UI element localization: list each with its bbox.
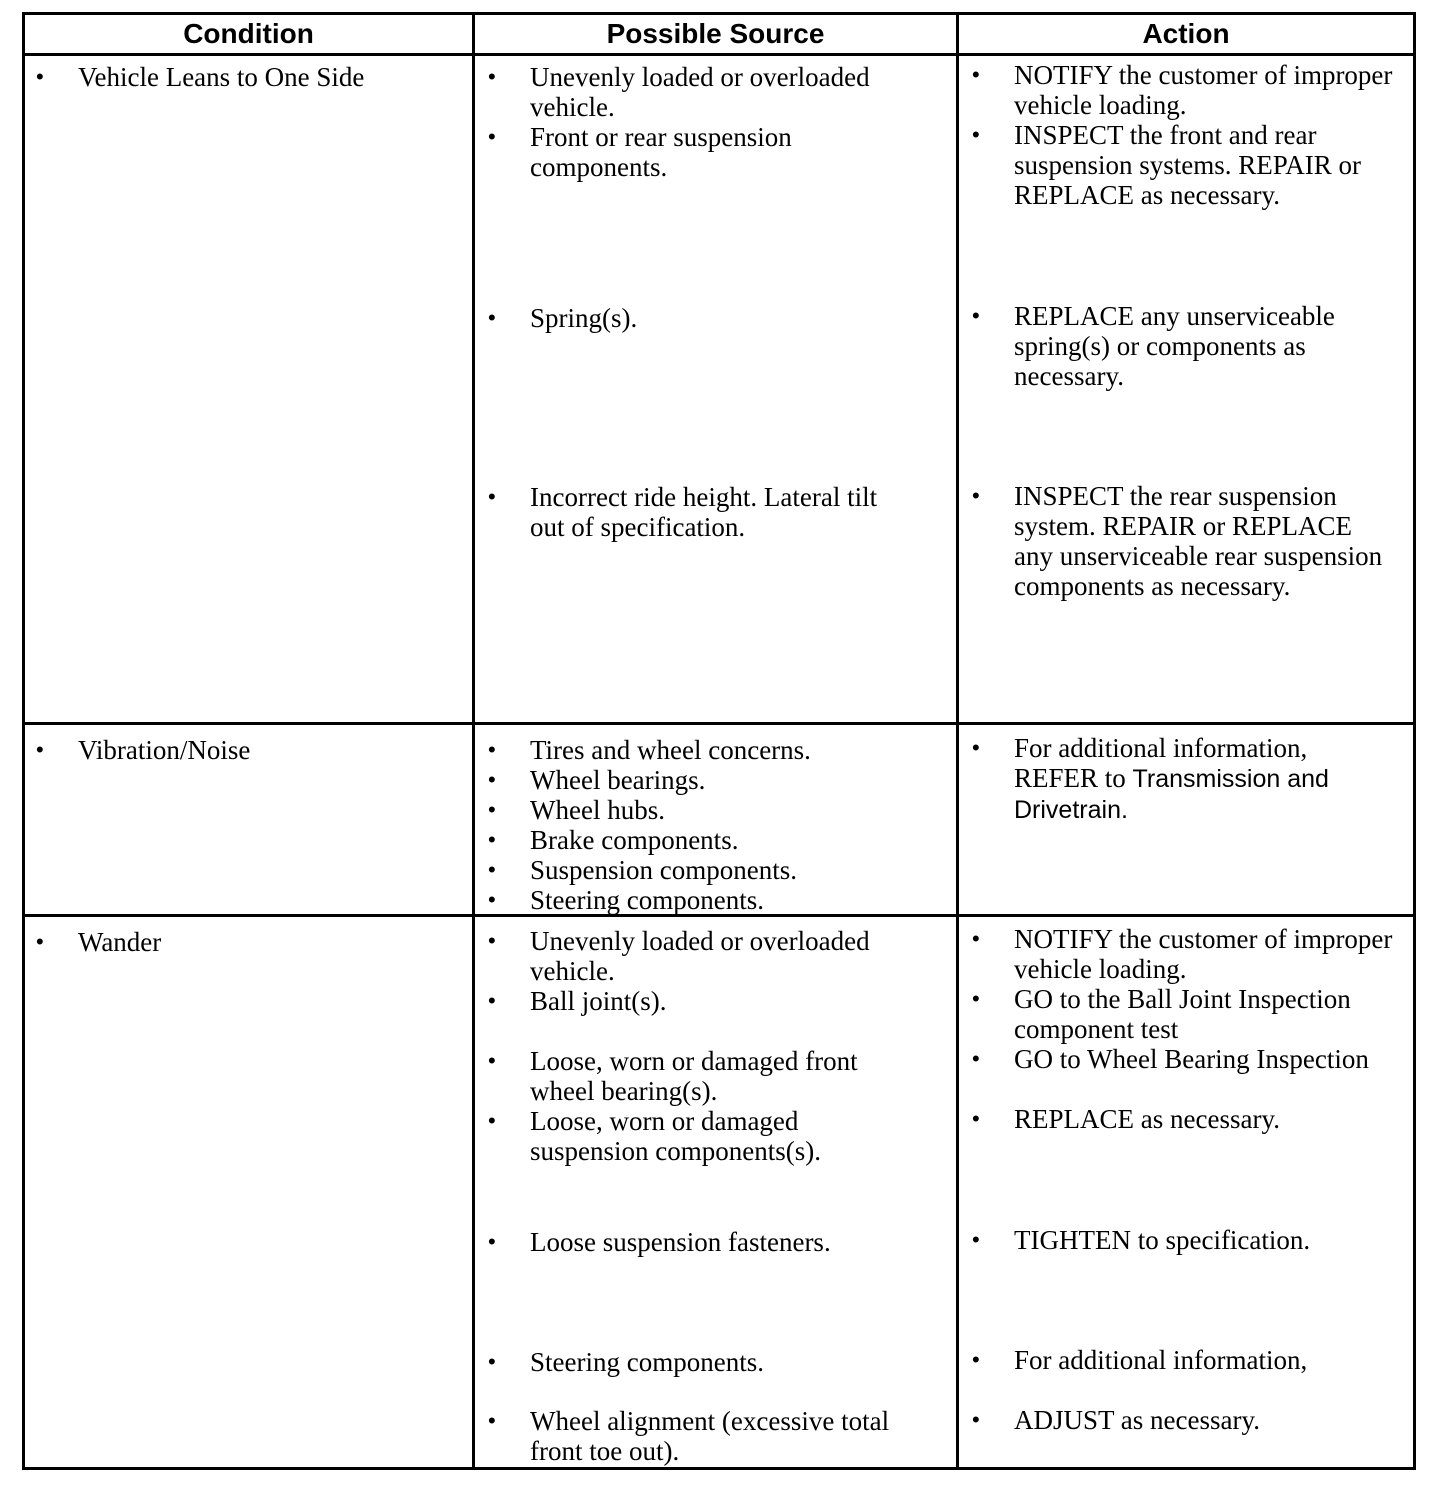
bullet-icon: • [488,857,496,882]
bullet-icon: • [488,64,496,89]
condition-cell [36,927,456,957]
condition-cell [36,735,456,765]
source-item [488,1106,908,1166]
source-item [488,1227,908,1257]
action-text: GO to Wheel Bearing Inspection [1014,1044,1369,1074]
action-text: INSPECT the front and rear suspension systems. REPAIR or REPLACE as necessary. [1014,120,1362,210]
action-text: TIGHTEN to specification. [1014,1225,1311,1255]
table-border-bottom [22,1467,1416,1470]
source-text: Unevenly loaded or overloaded vehicle. [530,926,870,986]
source-item [488,765,908,795]
source-text: Loose, worn or damaged suspension components(s). [530,1106,821,1166]
bullet-icon: • [488,1408,496,1433]
condition-text: Vibration/Noise [78,735,251,765]
action-item [972,1104,1397,1134]
action-text: GO to the Ball Joint Inspection component test [1014,984,1351,1044]
source-item [488,735,908,765]
source-text: Loose suspension fasteners. [530,1227,831,1257]
action-item [972,301,1397,391]
action-item [972,924,1397,984]
action-text: NOTIFY the customer of improper vehicle loading. [1014,924,1393,984]
source-text: Spring(s). [530,303,638,333]
action-item [972,1405,1397,1435]
cross-reference-link[interactable]: Transmission and Drivetrain. [1014,765,1329,824]
bullet-icon: • [488,737,496,762]
source-text: Steering components. [530,1347,764,1377]
bullet-icon: • [972,1106,980,1131]
bullet-icon: • [972,926,980,951]
source-item [488,825,908,855]
source-item [488,1406,908,1466]
bullet-icon: • [488,928,496,953]
source-text: Front or rear suspension components. [530,122,792,182]
header-action: Action [1142,18,1230,49]
bullet-icon: • [972,1227,980,1252]
header-condition: Condition [183,18,314,49]
bullet-icon: • [972,483,980,508]
source-item [488,926,908,986]
bullet-icon: • [488,887,496,912]
bullet-icon: • [972,735,980,760]
action-item [972,984,1397,1044]
bullet-icon: • [488,305,496,330]
source-text: Incorrect ride height. Lateral tilt out of specification. [530,482,878,542]
source-item [488,855,908,885]
bullet-icon: • [36,64,44,89]
source-item [488,1046,908,1106]
source-text: Steering components. [530,885,764,915]
table-border-right [1413,12,1416,1470]
action-item [972,1345,1397,1375]
bullet-icon: • [488,827,496,852]
source-text: Wheel alignment (excessive total front toe out). [530,1406,890,1466]
source-item [488,482,908,542]
source-item [488,1347,908,1377]
bullet-icon: • [972,986,980,1011]
bullet-icon: • [972,1407,980,1432]
source-text: Wheel bearings. [530,765,706,795]
bullet-icon: • [488,1048,496,1073]
bullet-icon: • [488,1108,496,1133]
action-text: ADJUST as necessary. [1014,1405,1260,1435]
source-item [488,62,908,122]
row-divider-1 [22,722,1416,725]
bullet-icon: • [488,797,496,822]
action-text: REPLACE any unserviceable spring(s) or components as necessary. [1014,301,1335,391]
source-text: Wheel hubs. [530,795,665,825]
bullet-icon: • [488,1229,496,1254]
bullet-icon: • [972,122,980,147]
bullet-icon: • [488,484,496,509]
table-border-left [22,12,25,1470]
action-item [972,481,1397,601]
column-divider-1 [472,12,475,1470]
condition-text: Vehicle Leans to One Side [78,62,365,92]
source-item [488,885,908,915]
condition-cell [36,62,456,92]
bullet-icon: • [972,1347,980,1372]
action-text: NOTIFY the customer of improper vehicle loading. [1014,60,1393,120]
source-item [488,795,908,825]
source-text: Ball joint(s). [530,986,667,1016]
source-item [488,122,908,182]
bullet-icon: • [36,737,44,762]
source-text: Tires and wheel concerns. [530,735,811,765]
action-text: REPLACE as necessary. [1014,1104,1280,1134]
source-text: Unevenly loaded or overloaded vehicle. [530,62,870,122]
column-divider-2 [956,12,959,1470]
bullet-icon: • [488,767,496,792]
source-item [488,303,908,333]
action-item [972,1044,1397,1074]
action-text: For additional information, [1014,1345,1308,1375]
header-possible-source: Possible Source [606,18,825,49]
bullet-icon: • [488,1349,496,1374]
source-text: Loose, worn or damaged front wheel bearing(s). [530,1046,858,1106]
condition-text: Wander [78,927,162,957]
source-text: Suspension components. [530,855,797,885]
bullet-icon: • [972,303,980,328]
source-text: Brake components. [530,825,739,855]
bullet-icon: • [488,988,496,1013]
action-item [972,120,1397,210]
bullet-icon: • [972,62,980,87]
action-text: INSPECT the rear suspension system. REPAIR or REPLACE any unserviceable rear suspension components as necessary. [1014,481,1383,601]
action-text: For additional information, REFER to [1014,733,1308,793]
action-item [972,60,1397,120]
action-item [972,733,1397,825]
action-item [972,1225,1397,1255]
source-item [488,986,908,1016]
bullet-icon: • [36,929,44,954]
bullet-icon: • [972,1046,980,1071]
bullet-icon: • [488,124,496,149]
